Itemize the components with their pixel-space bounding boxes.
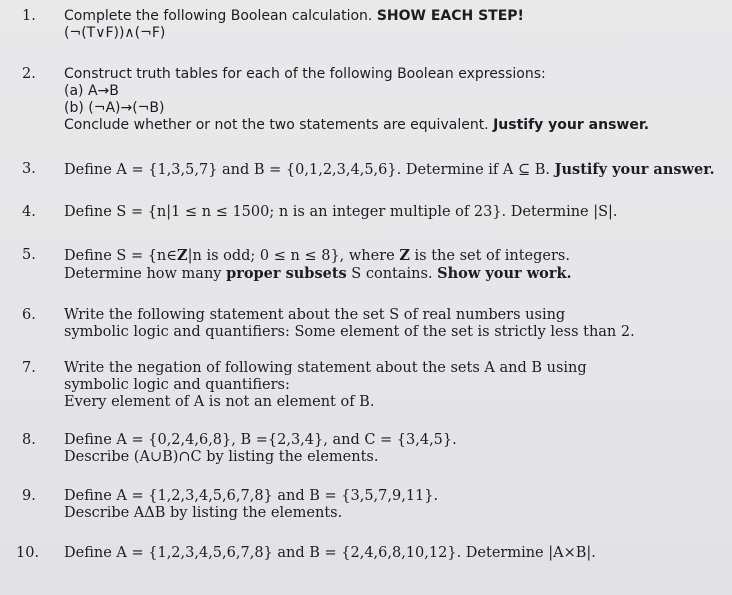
question-text [64, 432, 726, 466]
question-number: 7. [22, 360, 36, 376]
question-line [64, 100, 726, 117]
question-number: 2. [22, 66, 36, 82]
question-text [64, 204, 726, 221]
body-text: symbolic logic and quantifiers: Some element of the set is strictly less than 2. [64, 324, 635, 340]
body-text: Define A = {0,2,4,6,8}, B ={2,3,4}, and C = {3,4,5}. [64, 432, 457, 448]
body-text: (¬(T∨F))∧(¬F) [64, 25, 166, 41]
question-line [64, 66, 726, 83]
body-text: (b) (¬A)→(¬B) [64, 100, 165, 116]
body-text: Define A = {1,2,3,4,5,6,7,8} and B = {3,5,7,9,11}. [64, 488, 439, 504]
question-line [64, 247, 726, 265]
question-line [64, 432, 726, 449]
emphasis-text: proper subsets [226, 265, 347, 282]
body-text: Define S = {n∈ [64, 248, 178, 264]
body-text: Define A = {1,3,5,7} and B = {0,1,2,3,4,5,6}. Determine if A ⊆ B. [64, 162, 555, 178]
question-text [64, 307, 726, 341]
emphasis-text: Justify your answer. [554, 161, 715, 178]
question-line [64, 161, 726, 179]
question-line [64, 8, 726, 25]
question-text [64, 161, 726, 179]
body-text: Every element of A is not an element of B. [64, 394, 375, 410]
body-text: Describe AΔB by listing the elements. [64, 505, 343, 521]
question-line [64, 307, 726, 324]
emphasis-text: Z [399, 247, 410, 264]
emphasis-text: SHOW EACH STEP! [376, 8, 524, 24]
question-line [64, 265, 726, 283]
question-line [64, 204, 726, 221]
emphasis-text: Show your work. [437, 265, 572, 282]
question-text [64, 247, 726, 283]
question-number: 10. [16, 545, 40, 561]
question-line [64, 394, 726, 411]
question-number: 3. [22, 161, 36, 177]
emphasis-text: Z [177, 247, 188, 264]
body-text: Write the negation of following statement about the sets A and B using [64, 360, 587, 376]
question-line [64, 505, 726, 522]
body-text: Construct truth tables for each of the following Boolean expressions: [64, 66, 546, 82]
question-text [64, 488, 726, 522]
question-line [64, 83, 726, 100]
body-text: Write the following statement about the set S of real numbers using [64, 307, 566, 323]
body-text: (a) A→B [64, 83, 119, 99]
question-number: 4. [22, 204, 36, 220]
body-text: Describe (A∪B)∩C by listing the elements. [64, 449, 379, 465]
question-line [64, 25, 726, 42]
question-number: 5. [22, 247, 36, 263]
question-text [64, 8, 726, 42]
question-number: 9. [22, 488, 36, 504]
body-text: Conclude whether or not the two statements are equivalent. [64, 117, 494, 133]
body-text: S contains. [346, 266, 438, 282]
question-number: 1. [22, 8, 36, 24]
question-line [64, 377, 726, 394]
question-line [64, 117, 726, 134]
question-line [64, 449, 726, 466]
body-text: is the set of integers. [409, 248, 570, 264]
question-text [64, 66, 726, 134]
question-line [64, 488, 726, 505]
question-number: 8. [22, 432, 36, 448]
emphasis-text: Justify your answer. [493, 117, 650, 133]
body-text: Define S = {n|1 ≤ n ≤ 1500; n is an integer multiple of 23}. Determine |S|. [64, 204, 618, 220]
body-text: Complete the following Boolean calculation. [64, 8, 377, 24]
question-text [64, 545, 726, 562]
question-number: 6. [22, 307, 36, 323]
question-line [64, 545, 726, 562]
question-line [64, 324, 726, 341]
question-text [64, 360, 726, 411]
body-text: symbolic logic and quantifiers: [64, 377, 290, 393]
body-text: |n is odd; 0 ≤ n ≤ 8}, where [187, 248, 400, 264]
body-text: Determine how many [64, 266, 227, 282]
body-text: Define A = {1,2,3,4,5,6,7,8} and B = {2,4,6,8,10,12}. Determine |A×B|. [64, 545, 596, 561]
question-line [64, 360, 726, 377]
